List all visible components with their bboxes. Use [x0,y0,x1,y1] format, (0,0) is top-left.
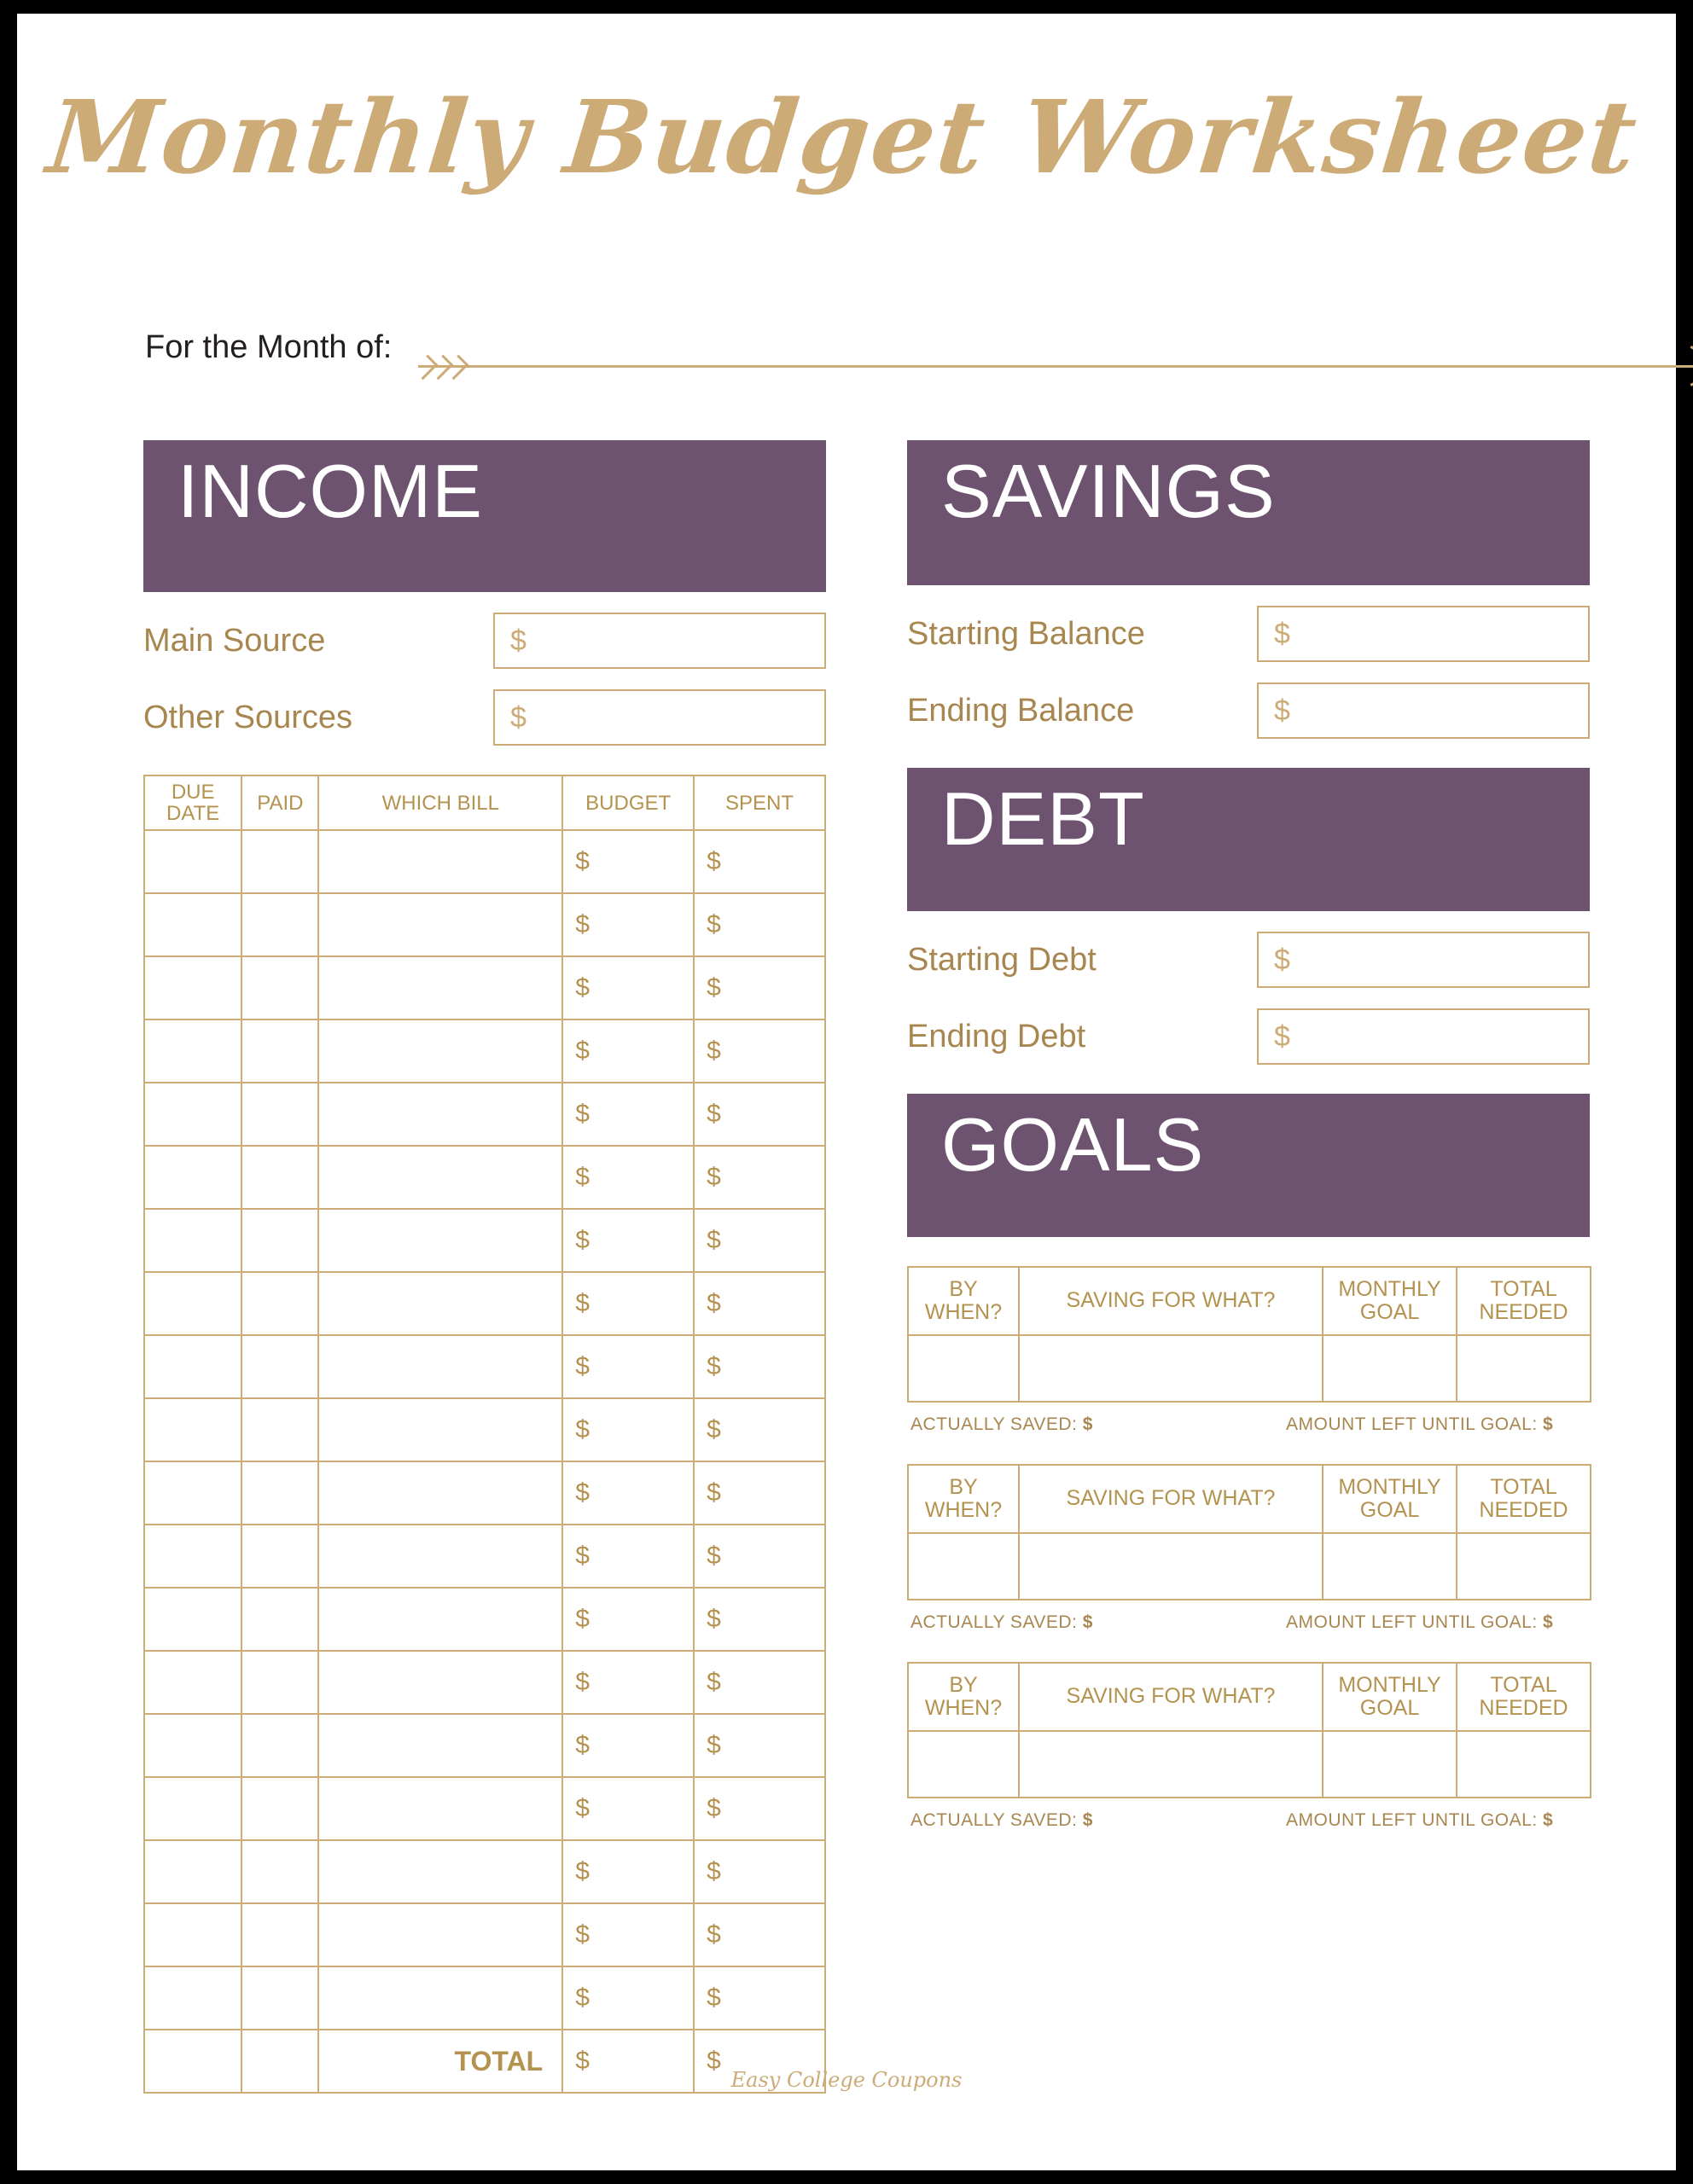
goal-col-by-when: BY WHEN? [908,1267,1019,1335]
savings-ending-balance-row [907,682,1590,739]
arrow-decoration [418,351,1693,380]
cell-total-needed[interactable] [1457,1731,1591,1798]
cell-budget[interactable]: $ [562,1335,694,1398]
cell-due-date[interactable] [144,956,241,1019]
cell-monthly-goal[interactable] [1323,1731,1457,1798]
goal-col-monthly-goal: MONTHLY GOAL [1323,1663,1457,1731]
amount-left-until-goal: AMOUNT LEFT UNTIL GOAL: $ [1286,1612,1554,1632]
cell-paid[interactable] [241,1461,318,1525]
cell-due-date[interactable] [144,1083,241,1146]
cell-spent[interactable]: $ [694,1272,825,1335]
goal-block [907,1266,1590,1435]
cell-due-date[interactable] [144,1840,241,1903]
table-row[interactable] [144,1146,825,1209]
cell-due-date[interactable] [144,1398,241,1461]
bills-col-paid: PAID [241,775,318,830]
cell-which-bill[interactable] [318,1777,562,1840]
cell-paid[interactable] [241,956,318,1019]
cell-budget[interactable]: $ [562,1461,694,1525]
cell-total-needed[interactable] [1457,1335,1591,1402]
cell-paid[interactable] [241,893,318,956]
bills-col-budget: BUDGET [562,775,694,830]
cell-saving-for-what[interactable] [1019,1335,1323,1402]
cell-spent[interactable]: $ [694,1588,825,1651]
savings-ending-balance-input[interactable]: $ [1257,682,1590,739]
savings-starting-balance-label: Starting Balance [907,615,1145,652]
goal-col-by-when: BY WHEN? [908,1465,1019,1533]
cell-by-when[interactable] [908,1731,1019,1798]
cell-budget[interactable]: $ [562,1966,694,2030]
debt-starting-input[interactable]: $ [1257,932,1590,988]
arrow-line [418,365,1693,368]
actually-saved-value[interactable]: $ [1082,1414,1093,1434]
cell-which-bill[interactable] [318,1272,562,1335]
cell-budget[interactable]: $ [562,1209,694,1272]
cell-budget[interactable]: $ [562,1272,694,1335]
debt-ending-label: Ending Debt [907,1018,1086,1054]
cell-which-bill[interactable] [318,1966,562,2030]
cell-budget[interactable]: $ [562,1777,694,1840]
goal-block [907,1464,1590,1633]
total-label: TOTAL [318,2030,562,2093]
cell-paid[interactable] [241,1777,318,1840]
cell-budget[interactable]: $ [562,1651,694,1714]
cell-which-bill[interactable] [318,1209,562,1272]
table-row[interactable] [144,893,825,956]
cell-paid[interactable] [241,1209,318,1272]
bills-col-spent: SPENT [694,775,825,830]
table-row[interactable] [144,1903,825,1966]
table-row[interactable] [144,1019,825,1083]
bills-col-which-bill: WHICH BILL [318,775,562,830]
amount-left-until-goal: AMOUNT LEFT UNTIL GOAL: $ [1286,1810,1554,1830]
table-row[interactable] [144,1588,825,1651]
cell-due-date[interactable] [144,1714,241,1777]
cell-paid[interactable] [241,1525,318,1588]
cell-spent[interactable]: $ [694,1777,825,1840]
table-row[interactable] [144,1525,825,1588]
cell-budget[interactable]: $ [562,1588,694,1651]
goal-footer [907,1810,1590,1831]
cell-paid[interactable] [241,1083,318,1146]
debt-heading: DEBT [907,768,1590,911]
cell-which-bill[interactable] [318,956,562,1019]
cell-paid[interactable] [241,1714,318,1777]
cell-budget[interactable]: $ [562,830,694,893]
cell-which-bill[interactable] [318,1903,562,1966]
cell-paid[interactable] [241,830,318,893]
goal-col-total-needed: TOTAL NEEDED [1457,1663,1591,1731]
cell-due-date[interactable] [144,1146,241,1209]
cell-spent[interactable]: $ [694,1903,825,1966]
cell-budget[interactable]: $ [562,1714,694,1777]
cell-budget[interactable]: $ [562,1840,694,1903]
cell-spent[interactable]: $ [694,1146,825,1209]
cell-paid[interactable] [241,1903,318,1966]
table-row[interactable] [144,1209,825,1272]
cell-by-when[interactable] [908,1335,1019,1402]
goal-header-row [908,1465,1591,1533]
cell-paid[interactable] [241,1019,318,1083]
cell-paid[interactable] [241,1398,318,1461]
cell-which-bill[interactable] [318,1083,562,1146]
goal-header-row [908,1663,1591,1731]
cell-spent[interactable]: $ [694,1209,825,1272]
cell-which-bill[interactable] [318,1398,562,1461]
cell-budget[interactable]: $ [562,893,694,956]
cell-budget[interactable]: $ [562,1083,694,1146]
footer-credit: Easy College Coupons [730,2068,963,2092]
goals-heading: GOALS [907,1094,1590,1237]
cell-which-bill[interactable] [318,1525,562,1588]
goal-col-monthly-goal: MONTHLY GOAL [1323,1465,1457,1533]
cell-which-bill[interactable] [318,1588,562,1651]
table-row[interactable] [144,1461,825,1525]
goal-footer [907,1414,1590,1435]
actually-saved: ACTUALLY SAVED: $ [910,1414,1093,1434]
month-row [145,321,1596,372]
savings-heading: SAVINGS [907,440,1590,585]
table-row[interactable] [144,1714,825,1777]
income-column [143,440,826,2094]
cell-paid[interactable] [241,1651,318,1714]
table-row[interactable] [144,1272,825,1335]
cell-spent[interactable]: $ [694,1651,825,1714]
worksheet-page [17,14,1676,2170]
income-other-sources-row [143,689,826,746]
cell-due-date[interactable] [144,1903,241,1966]
savings-starting-balance-input[interactable]: $ [1257,606,1590,662]
table-row[interactable] [144,1840,825,1903]
cell-budget[interactable]: $ [562,1398,694,1461]
actually-saved: ACTUALLY SAVED: $ [910,1810,1093,1830]
debt-ending-row [907,1008,1590,1065]
amount-left-value[interactable]: $ [1543,1414,1554,1434]
goal-header-row [908,1267,1591,1335]
cell-saving-for-what[interactable] [1019,1533,1323,1600]
goal-col-total-needed: TOTAL NEEDED [1457,1465,1591,1533]
cell-spent[interactable]: $ [694,1840,825,1903]
table-row[interactable] [144,1651,825,1714]
amount-left-value[interactable]: $ [1543,1810,1554,1830]
table-row[interactable] [144,1335,825,1398]
cell-due-date[interactable] [144,830,241,893]
cell-spent[interactable]: $ [694,1714,825,1777]
cell-due-date[interactable] [144,1272,241,1335]
goal-table [907,1662,1591,1798]
table-row[interactable] [144,1777,825,1840]
income-main-source-row [143,613,826,669]
cell-budget[interactable]: $ [562,956,694,1019]
table-row[interactable] [144,956,825,1019]
goal-table [907,1266,1591,1403]
cell-which-bill[interactable] [318,1335,562,1398]
debt-starting-row [907,932,1590,988]
cell-spent[interactable]: $ [694,1335,825,1398]
cell-monthly-goal[interactable] [1323,1533,1457,1600]
cell-due-date[interactable] [144,1209,241,1272]
amount-left-until-goal: AMOUNT LEFT UNTIL GOAL: $ [1286,1414,1554,1434]
due-line1: DUE [171,781,215,804]
cell-budget[interactable]: $ [562,1146,694,1209]
cell-which-bill[interactable] [318,830,562,893]
cell-which-bill[interactable] [318,1019,562,1083]
cell-spent[interactable]: $ [694,956,825,1019]
cell-paid[interactable] [241,1272,318,1335]
cell-spent[interactable]: $ [694,1525,825,1588]
cell-total-needed[interactable] [1457,1533,1591,1600]
cell-spent[interactable]: $ [694,1019,825,1083]
cell-due-date[interactable] [144,1525,241,1588]
bills-table [143,775,826,2094]
goal-entry-row[interactable] [908,1533,1591,1600]
goal-col-saving-for-what: SAVING FOR WHAT? [1019,1663,1323,1731]
total-budget[interactable]: $ [562,2030,694,2093]
actually-saved-value[interactable]: $ [1082,1612,1093,1632]
cell-saving-for-what[interactable] [1019,1731,1323,1798]
goal-block [907,1662,1590,1831]
table-row[interactable] [144,1398,825,1461]
goal-table [907,1464,1591,1600]
cell-spent[interactable]: $ [694,1083,825,1146]
cell-paid[interactable] [241,1840,318,1903]
goal-entry-row[interactable] [908,1335,1591,1402]
cell-paid[interactable] [241,1966,318,2030]
cell-which-bill[interactable] [318,1461,562,1525]
cell-due-date[interactable] [144,1461,241,1525]
cell-due-date[interactable] [144,1019,241,1083]
goal-col-saving-for-what: SAVING FOR WHAT? [1019,1267,1323,1335]
cell-which-bill[interactable] [318,1146,562,1209]
total-spent[interactable]: $ [694,2030,825,2093]
goal-col-total-needed: TOTAL NEEDED [1457,1267,1591,1335]
cell-which-bill[interactable] [318,1840,562,1903]
goal-footer [907,1612,1590,1633]
table-row[interactable] [144,830,825,893]
cell-due-date[interactable] [144,1335,241,1398]
bills-table-header-row [144,775,825,830]
actually-saved: ACTUALLY SAVED: $ [910,1612,1093,1632]
cell-due-date[interactable] [144,1588,241,1651]
savings-ending-balance-label: Ending Balance [907,692,1135,729]
cell-spent[interactable]: $ [694,1966,825,2030]
bills-col-due-date [144,775,241,830]
cell-paid[interactable] [241,1335,318,1398]
cell-due-date[interactable] [144,1651,241,1714]
cell-spent[interactable]: $ [694,830,825,893]
savings-starting-balance-row [907,606,1590,662]
cell-budget[interactable]: $ [562,1019,694,1083]
cell-which-bill[interactable] [318,893,562,956]
cell-spent[interactable]: $ [694,1461,825,1525]
cell-which-bill[interactable] [318,1714,562,1777]
income-main-source-input[interactable]: $ [493,613,826,669]
due-line2: DATE [166,802,220,826]
cell-due-date[interactable] [144,893,241,956]
income-other-sources-label: Other Sources [143,699,352,735]
actually-saved-value[interactable]: $ [1082,1810,1093,1830]
page-title: Monthly Budget Worksheet [42,78,1644,196]
cell-due-date[interactable] [144,1777,241,1840]
debt-ending-input[interactable]: $ [1257,1008,1590,1065]
cell-by-when[interactable] [908,1533,1019,1600]
income-main-source-label: Main Source [143,622,326,659]
month-label: For the Month of: [145,329,393,365]
cell-budget[interactable]: $ [562,1525,694,1588]
amount-left-value[interactable]: $ [1543,1612,1554,1632]
cell-paid[interactable] [241,1588,318,1651]
income-heading: INCOME [143,440,826,592]
right-column [907,440,1590,1831]
goal-col-by-when: BY WHEN? [908,1663,1019,1731]
cell-due-date[interactable] [144,1966,241,2030]
debt-starting-label: Starting Debt [907,941,1097,978]
cell-spent[interactable]: $ [694,893,825,956]
cell-monthly-goal[interactable] [1323,1335,1457,1402]
table-row[interactable] [144,1083,825,1146]
table-row[interactable] [144,1966,825,2030]
cell-spent[interactable]: $ [694,1398,825,1461]
cell-paid[interactable] [241,1146,318,1209]
goal-col-monthly-goal: MONTHLY GOAL [1323,1267,1457,1335]
income-other-sources-input[interactable]: $ [493,689,826,746]
cell-which-bill[interactable] [318,1651,562,1714]
goal-col-saving-for-what: SAVING FOR WHAT? [1019,1465,1323,1533]
goal-entry-row[interactable] [908,1731,1591,1798]
cell-budget[interactable]: $ [562,1903,694,1966]
